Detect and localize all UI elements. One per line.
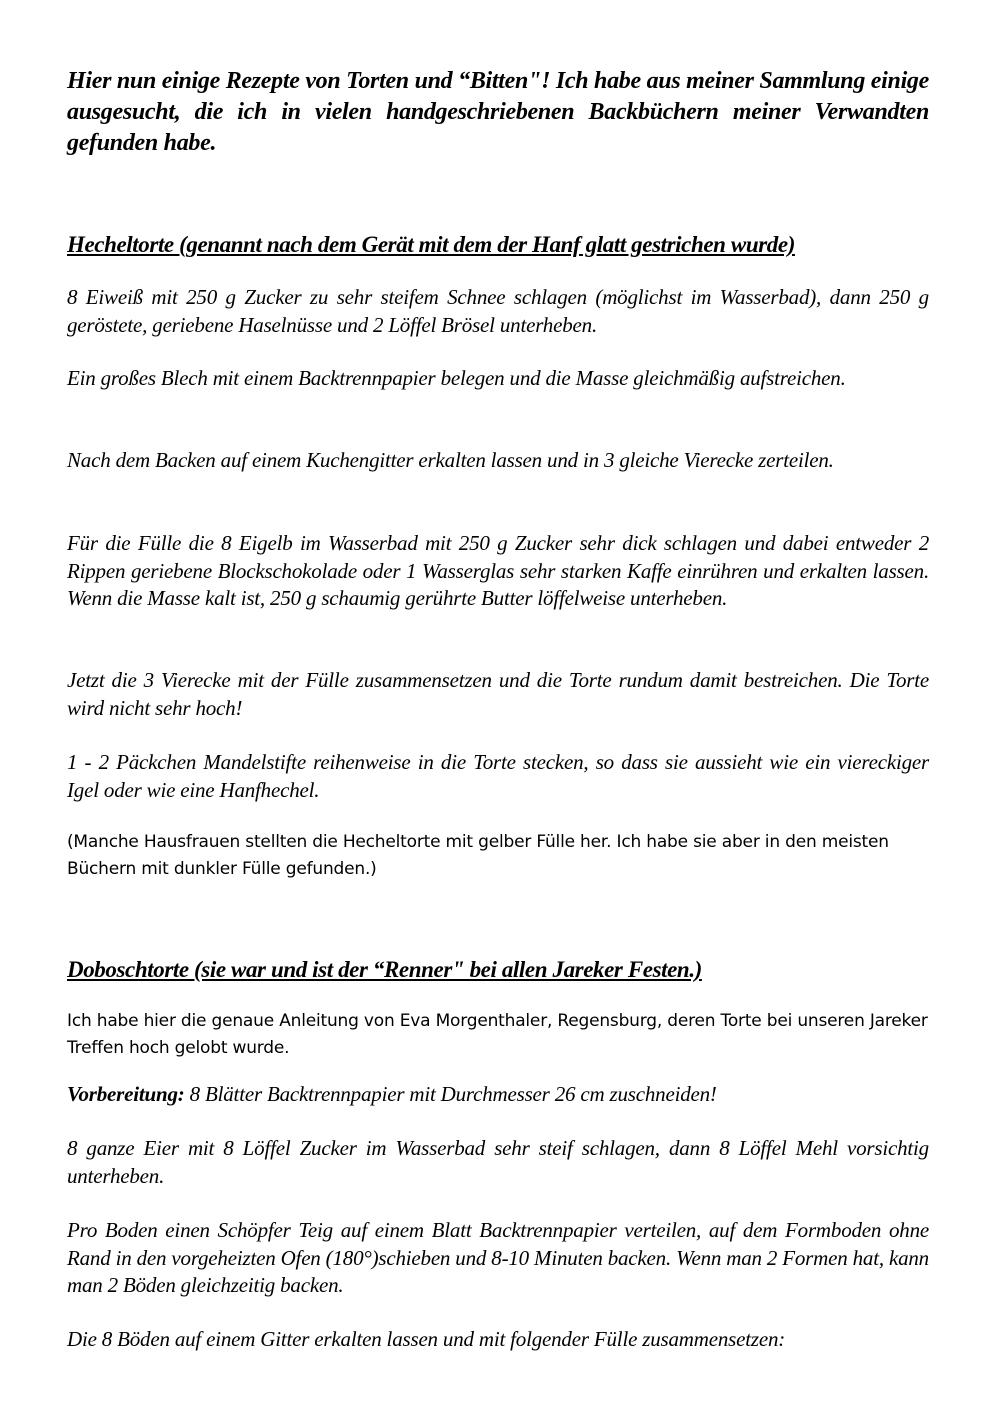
recipe-title-hecheltorte: Hecheltorte (genannt nach dem Gerät mit dem der Hanf glatt gestrichen wurde) bbox=[67, 232, 795, 257]
preparation-line bbox=[67, 1081, 929, 1109]
recipe-step: 1 - 2 Päckchen Mandelstifte reihenweise in die Torte stecken, so dass sie aussieht wie ein viereckiger Igel oder wie eine Hanfhechel. bbox=[67, 750, 929, 802]
recipe-step: Für die Fülle die 8 Eigelb im Wasserbad mit 250 g Zucker sehr dick schlagen und dabei entweder 2 Rippen geriebene Blockschokolade oder 1 Wasserglas sehr starken Kaffe einrühren und erkalten lassen. Wenn die Masse kalt ist, 250 g schaumig gerührte Butter löffelweise unterheben. bbox=[67, 531, 929, 610]
recipe-step: Ein großes Blech mit einem Backtrennpapier belegen und die Masse gleichmäßig aufstreichen. bbox=[67, 366, 846, 390]
recipe-step: Pro Boden einen Schöpfer Teig auf einem Blatt Backtrennpapier verteilen, auf dem Formboden ohne Rand in den vorgeheizten Ofen (180°)schieben und 8-10 Minuten backen. Wenn man 2 Formen hat, kann man 2 Böden gleichzeitig backen. bbox=[67, 1218, 929, 1297]
recipe-step: Jetzt die 3 Vierecke mit der Fülle zusammensetzen und die Torte rundum damit bestreichen. Die Torte wird nicht sehr hoch! bbox=[67, 668, 929, 720]
recipe-step: 8 Eiweiß mit 250 g Zucker zu sehr steifem Schnee schlagen (möglichst im Wasserbad), dann 250 g geröstete, geriebene Haselnüsse und 2 Löffel Brösel unterheben. bbox=[67, 285, 929, 337]
recipe-title-doboschtorte: Doboschtorte (sie war und ist der “Renner" bei allen Jareker Festen.) bbox=[67, 957, 702, 982]
preparation-label: Vorbereitung: bbox=[67, 1082, 185, 1106]
recipe-step: Nach dem Backen auf einem Kuchengitter erkalten lassen und in 3 gleiche Vierecke zerteilen. bbox=[67, 448, 834, 472]
recipe-note: Ich habe hier die genaue Anleitung von Eva Morgenthaler, Regensburg, deren Torte bei unseren Jareker Treffen hoch gelobt wurde. bbox=[67, 1011, 928, 1058]
recipe-step: 8 ganze Eier mit 8 Löffel Zucker im Wasserbad sehr steif schlagen, dann 8 Löffel Mehl vorsichtig unterheben. bbox=[67, 1136, 929, 1188]
intro-paragraph: Hier nun einige Rezepte von Torten und “Bitten"! Ich habe aus meiner Sammlung einige ausgesucht, die ich in vielen handgeschriebenen Backbüchern meiner Verwandten gefunden habe. bbox=[67, 68, 929, 156]
preparation-text: 8 Blätter Backtrennpapier mit Durchmesser 26 cm zuschneiden! bbox=[184, 1082, 717, 1106]
recipe-step: Die 8 Böden auf einem Gitter erkalten lassen und mit folgender Fülle zusammensetzen: bbox=[67, 1327, 786, 1351]
recipe-note: (Manche Hausfrauen stellten die Hecheltorte mit gelber Fülle her. Ich habe sie aber in den meisten Büchern mit dunkler Fülle gefunden.) bbox=[67, 832, 889, 879]
